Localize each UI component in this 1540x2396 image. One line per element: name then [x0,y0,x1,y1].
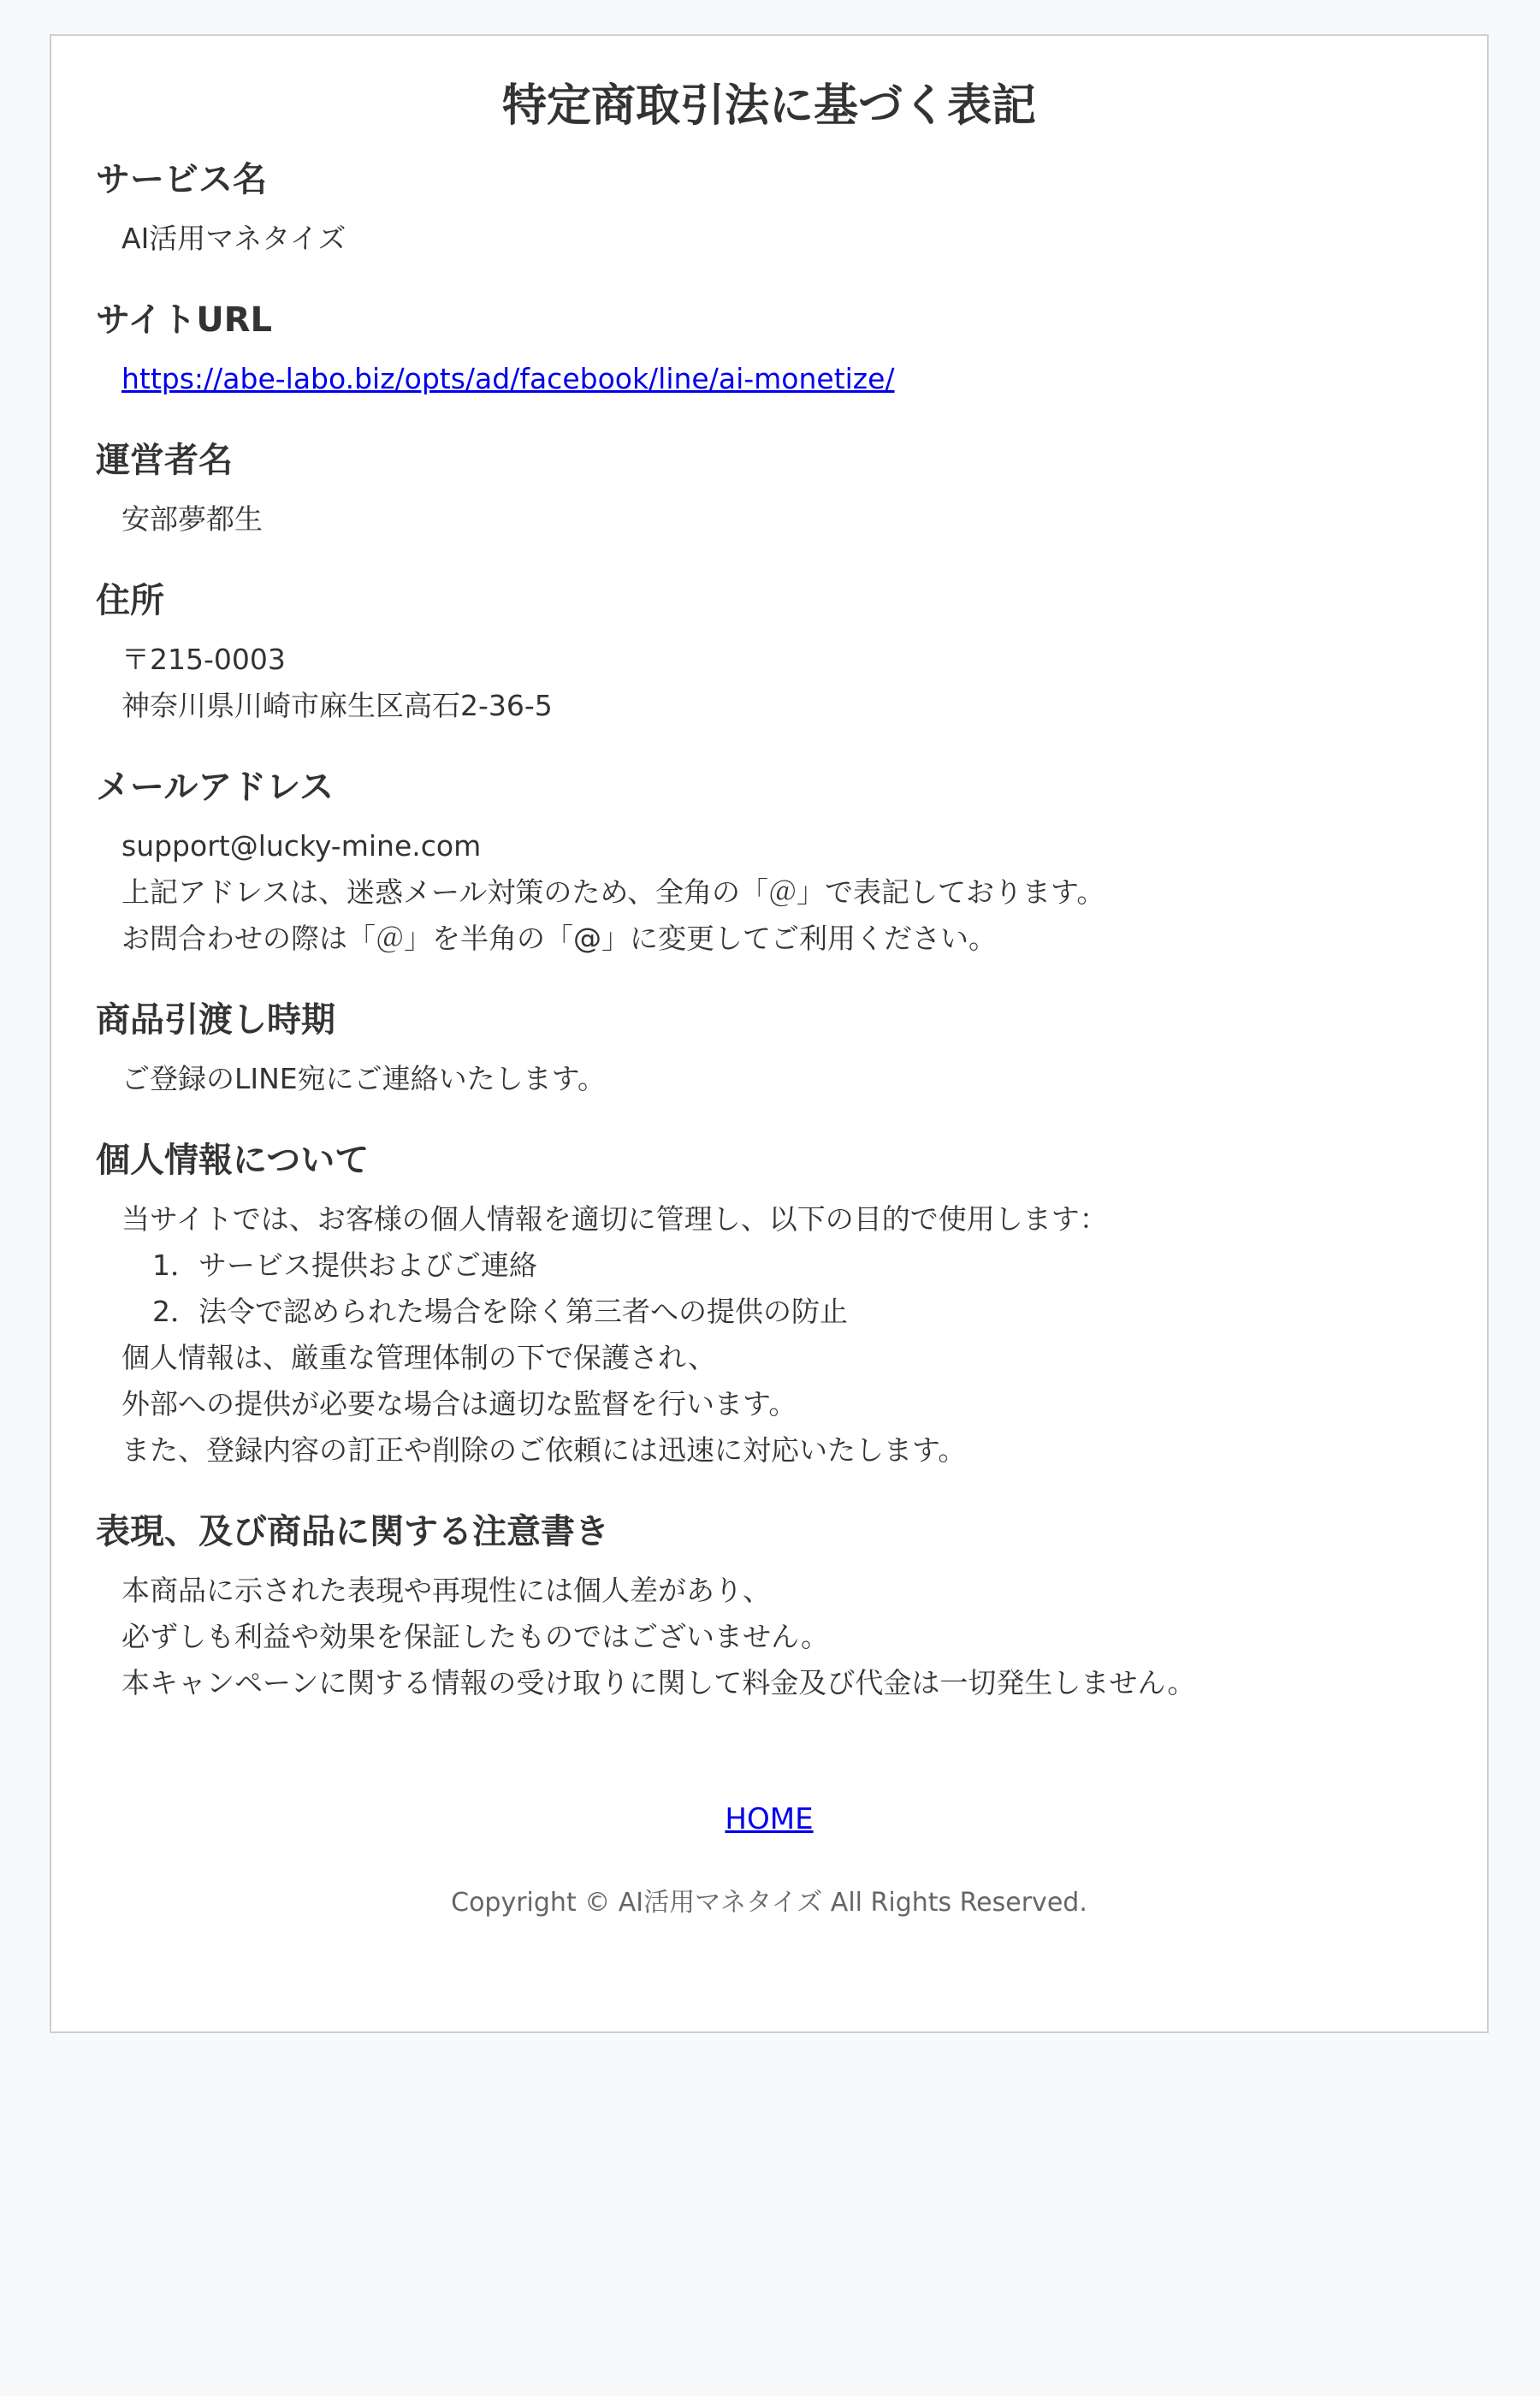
privacy-intro: 当サイトでは、お客様の個人情報を適切に管理し、以下の目的で使用します： [121,1202,1108,1236]
section-heading-disclaimer: 表現、及び商品に関する注意書き [96,1512,609,1551]
section-address [96,578,1442,729]
content-card [50,34,1489,2033]
section-content-disclaimer [96,1568,1442,1706]
section-email [96,765,1442,962]
list-item: 2．法令で認められた場合を除く第三者への提供の防止 [152,1295,848,1328]
email-note-1: 上記アドレスは、迷惑メール対策のため、全角の「＠」で表記しております。 [121,875,1105,909]
copyright-text: Copyright © AI活用マネタイズ All Rights Reserved. [451,1888,1087,1918]
section-heading-email: メールアドレス [96,768,334,807]
section-heading-service-name: サービス名 [96,160,267,199]
disclaimer-text-1: 本商品に示された表現や再現性には個人差があり、 [121,1574,771,1607]
section-heading-address: 住所 [96,581,164,620]
section-content-site-url [96,356,1442,402]
privacy-text-3: また、登録内容の訂正や削除のご依頼には迅速に対応いたします。 [121,1433,967,1467]
section-heading-site-url: サイトURL [96,300,272,340]
section-heading-operator: 運営者名 [96,441,233,480]
section-content-operator [96,496,1442,543]
service-name-value: AI活用マネタイズ [121,222,346,255]
delivery-value: ご登録のLINE宛にご連絡いたします。 [121,1062,607,1095]
section-delivery [96,998,1442,1102]
postal-code: 〒215-0003 [121,643,286,676]
operator-value: 安部夢都生 [121,502,263,536]
privacy-text-2: 外部への提供が必要な場合は適切な監督を行います。 [121,1387,797,1420]
section-content-email [96,823,1442,962]
disclaimer-text-3: 本キャンペーンに関する情報の受け取りに関して料金及び代金は一切発生しません。 [121,1666,1196,1699]
site-url-link[interactable]: https://abe-labo.biz/opts/ad/facebook/line/ai-monetize/ [121,362,895,395]
section-operator [96,438,1442,543]
section-service-name [96,157,1442,262]
section-heading-delivery: 商品引渡し時期 [96,1000,335,1040]
privacy-purpose-list [121,1242,1442,1335]
section-heading-privacy: 個人情報について [96,1141,370,1180]
privacy-text-1: 個人情報は、厳重な管理体制の下で保護され、 [121,1341,716,1374]
section-content-privacy [96,1196,1442,1474]
section-content-service-name [96,216,1442,262]
section-disclaimer [96,1509,1442,1706]
disclaimer-text-2: 必ずしも利益や効果を保証したものではございません。 [121,1620,829,1653]
section-content-address [96,637,1442,729]
section-site-url [96,298,1442,402]
section-privacy [96,1138,1442,1474]
email-note-2: お問合わせの際は「＠」を半角の「@」に変更してご利用ください。 [121,922,997,955]
street-address: 神奈川県川崎市麻生区高石2-36-5 [121,689,553,722]
home-link[interactable]: HOME [725,1802,814,1836]
section-content-delivery [96,1056,1442,1102]
footer [96,1800,1442,1919]
page-title: 特定商取引法に基づく表記 [501,80,1036,132]
email-value: support@lucky-mine.com [121,829,482,863]
list-item: 1．サービス提供およびご連絡 [152,1248,537,1282]
